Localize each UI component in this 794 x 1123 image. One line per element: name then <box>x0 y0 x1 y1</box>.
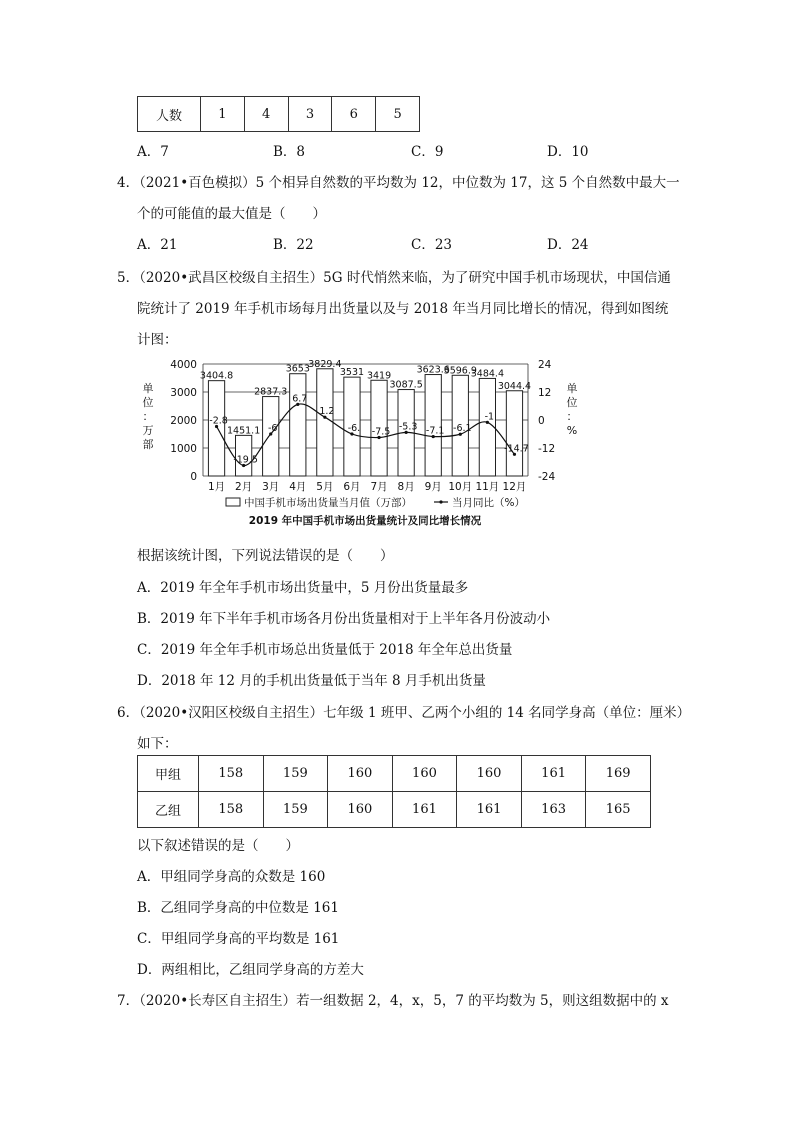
bar <box>506 391 522 476</box>
row-label-jia: 甲组 <box>138 756 199 792</box>
right-axis-label-char: 位 <box>566 396 578 409</box>
table-cell: 158 <box>199 756 264 792</box>
table-cell: 160 <box>392 756 457 792</box>
table-cell: 159 <box>263 756 328 792</box>
line-data-label: -6. <box>347 423 361 434</box>
table-cell: 6 <box>332 97 376 132</box>
q7-text-line1: 7．（2020•长寿区自主招生）若一组数据 2，4，x，5，7 的平均数为 5，则这组数据中的 x <box>117 993 669 1009</box>
chart-title: 2019 年中国手机市场出货量统计及同比增长情况 <box>248 515 482 527</box>
category-tick-label: 9月 <box>424 481 442 493</box>
line-data-label: 1.2 <box>319 406 335 418</box>
line-data-label: -6 <box>267 423 278 434</box>
q6-option-c: C．甲组同学身高的平均数是 161 <box>137 931 340 947</box>
q5-option-d: D．2018 年 12 月的手机出货量低于当年 8 月手机出货量 <box>137 673 486 689</box>
category-tick-label: 12月 <box>502 481 527 493</box>
q4-option-c: C．23 <box>411 237 453 253</box>
bar-data-label: 3484.4 <box>470 368 504 380</box>
q5-option-b: B．2019 年下半年手机市场各月份出货量相对于上半年各月份波动小 <box>137 611 551 627</box>
table-cell: 158 <box>199 792 264 828</box>
category-tick-label: 7月 <box>370 481 388 493</box>
left-tick-label: 1000 <box>170 443 197 455</box>
table-cell: 159 <box>263 792 328 828</box>
left-axis-label-char: 万 <box>142 424 154 437</box>
line-data-label: -14.7 <box>504 443 529 455</box>
left-tick-label: 3000 <box>170 387 197 399</box>
legend-bar-swatch <box>226 498 240 506</box>
q4-text-line2: 个的可能值的最大值是（ ） <box>137 206 326 222</box>
category-tick-label: 1月 <box>207 481 226 493</box>
left-axis-label-char: 部 <box>142 438 154 451</box>
table-cell: 5 <box>376 97 420 132</box>
q4-text-line1: 4．（2021•百色模拟）5 个相异自然数的平均数为 12，中位数为 17，这 5 个自然数中最大一 <box>117 175 680 191</box>
q6-option-b: B．乙组同学身高的中位数是 161 <box>137 900 339 916</box>
bar-data-label: 3623.6 <box>416 364 450 376</box>
bar <box>263 397 279 476</box>
table-cell: 160 <box>328 756 393 792</box>
category-tick-label: 8月 <box>397 481 415 493</box>
q6-text-line2: 如下： <box>137 736 178 752</box>
bar-data-label: 3829.4 <box>308 358 342 370</box>
table-cell: 160 <box>457 756 522 792</box>
q3-option-a: A．7 <box>137 144 169 160</box>
height-table <box>137 755 651 828</box>
shipment-chart <box>0 352 794 532</box>
right-tick-label: 12 <box>538 387 552 399</box>
q3-option-c: C．9 <box>411 144 444 160</box>
bar <box>208 381 224 476</box>
table-cell: 161 <box>392 792 457 828</box>
table-cell: 1 <box>201 97 245 132</box>
legend-line-label: 当月同比（%） <box>452 497 525 509</box>
table-cell: 161 <box>521 756 586 792</box>
line-data-label: -7.5 <box>371 426 391 438</box>
q6-option-a: A．甲组同学身高的众数是 160 <box>137 869 326 885</box>
line-data-label: -19.5 <box>233 454 258 466</box>
q6-question: 以下叙述错误的是（ ） <box>137 838 299 854</box>
right-axis-label-char: 单 <box>566 382 578 395</box>
q5-text-line1: 5．（2020•武昌区校级自主招生）5G 时代悄然来临，为了研究中国手机市场现状，中国信通 <box>117 270 671 286</box>
bar <box>317 369 333 476</box>
category-tick-label: 2月 <box>235 481 253 493</box>
q5-text-line3: 计图： <box>137 332 178 348</box>
people-count-table <box>137 96 420 132</box>
q5-option-a: A．2019 年全年手机市场出货量中，5 月份出货量最多 <box>137 580 469 596</box>
right-axis-label-char: ： <box>566 410 578 423</box>
table-cell: 169 <box>586 756 651 792</box>
table-cell: 165 <box>586 792 651 828</box>
table-cell: 3 <box>288 97 332 132</box>
bar-data-label: 2837.3 <box>254 386 288 398</box>
bar-data-label: 3653 <box>285 363 310 375</box>
category-tick-label: 11月 <box>475 481 500 493</box>
q3-option-b: B．8 <box>273 144 306 160</box>
row-label-yi: 乙组 <box>138 792 199 828</box>
category-tick-label: 3月 <box>262 481 280 493</box>
bar-data-label: 3404.8 <box>199 370 234 382</box>
table-cell: 163 <box>521 792 586 828</box>
q4-option-a: A．21 <box>137 237 178 253</box>
bar-data-label: 1451.1 <box>227 425 261 437</box>
legend-bar-label: 中国手机市场出货量当月值（万部） <box>244 497 412 509</box>
line-data-label: 6.7 <box>292 393 308 405</box>
q5-option-c: C．2019 年全年手机市场总出货量低于 2018 年全年总出货量 <box>137 642 513 658</box>
table-cell: 4 <box>244 97 288 132</box>
left-tick-label: 0 <box>190 471 197 483</box>
q6-text-line1: 6．（2020•汉阳区校级自主招生）七年级 1 班甲、乙两个小组的 14 名同学身高（单位：厘米） <box>117 705 691 721</box>
left-axis-label-char: 单 <box>142 382 154 395</box>
line-data-label: -1 <box>484 411 495 423</box>
bar <box>290 374 306 476</box>
q4-option-b: B．22 <box>273 237 314 253</box>
left-axis-label-char: ： <box>142 410 154 423</box>
category-tick-label: 4月 <box>289 481 307 493</box>
right-tick-label: 24 <box>538 359 552 371</box>
table-cell: 160 <box>328 792 393 828</box>
right-tick-label: -24 <box>538 471 556 483</box>
line-data-label: -5.3 <box>398 421 418 433</box>
q5-question: 根据该统计图，下列说法错误的是（ ） <box>137 548 394 564</box>
right-tick-label: -12 <box>538 443 556 455</box>
right-axis-label-char: % <box>566 424 578 437</box>
line-data-label: -6.1 <box>453 423 472 435</box>
bar-data-label: 3596.9 <box>443 365 477 377</box>
category-tick-label: 6月 <box>343 481 361 493</box>
category-tick-label: 5月 <box>316 481 334 493</box>
left-tick-label: 2000 <box>170 415 197 427</box>
bar-data-label: 3087.5 <box>389 379 423 391</box>
yoy-growth-line <box>217 404 515 466</box>
bar-data-label: 3531 <box>339 367 365 379</box>
line-data-label: -2.8 <box>209 415 228 427</box>
left-axis-label-char: 位 <box>142 396 154 409</box>
q6-option-d: D．两组相比，乙组同学身高的方差大 <box>137 962 364 978</box>
bar-data-label: 3419 <box>366 370 392 382</box>
right-tick-label: 0 <box>538 415 545 427</box>
q5-text-line2: 院统计了 2019 年手机市场每月出货量以及与 2018 年当月同比增长的情况，得到如图统 <box>137 301 669 317</box>
table-header: 人数 <box>138 97 201 132</box>
q3-option-d: D．10 <box>547 144 589 160</box>
table-cell: 161 <box>457 792 522 828</box>
line-data-label: -7.1 <box>425 425 445 437</box>
category-tick-label: 10月 <box>448 481 473 493</box>
left-tick-label: 4000 <box>170 359 197 371</box>
bar-data-label: 3044.4 <box>497 380 532 392</box>
q4-option-d: D．24 <box>547 237 589 253</box>
legend-line-marker <box>439 500 442 503</box>
